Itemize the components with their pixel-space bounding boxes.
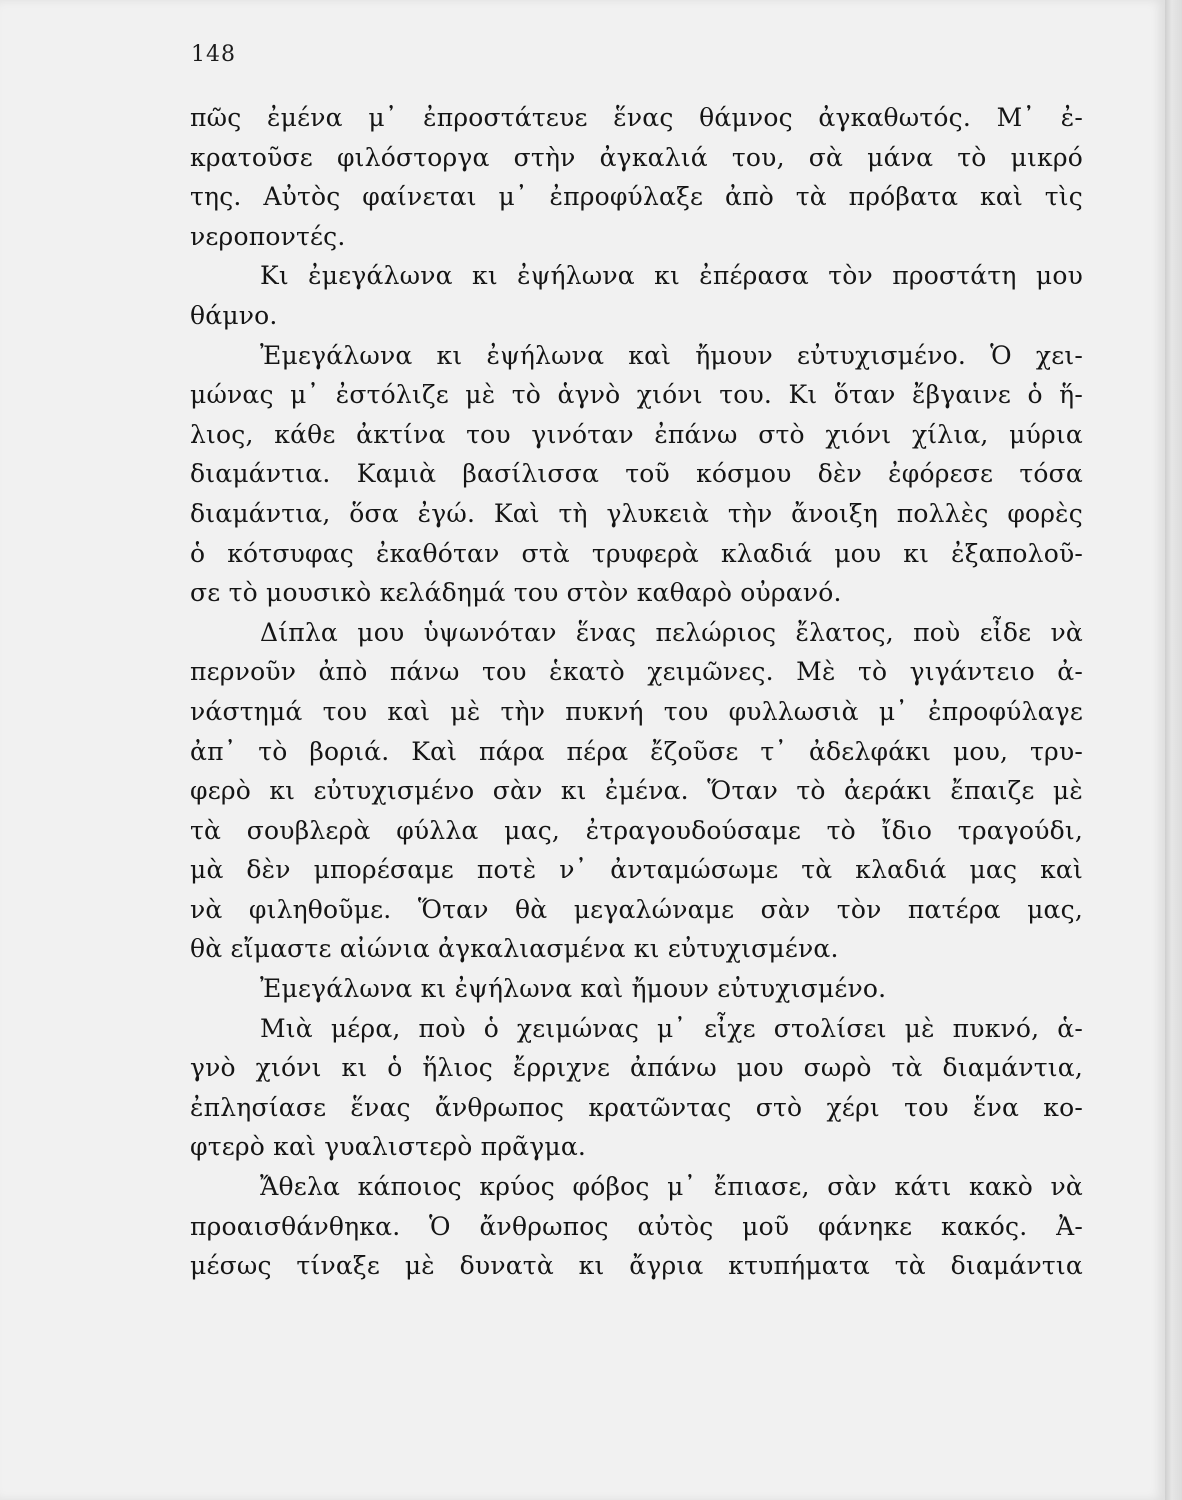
text-line: ἐπλησίασε ἕνας ἄνθρωπος κρατῶντας στὸ χέρι του ἕνα κο-: [190, 1092, 1083, 1122]
text-line: θὰ εἴμαστε αἰώνια ἀγκαλιασμένα κι εὐτυχισμένα.: [190, 934, 839, 964]
text-line: ἀπ᾽ τὸ βοριά. Καὶ πάρα πέρα ἔζοῦσε τ᾽ ἀδελφάκι μου, τρυ-: [190, 736, 1083, 766]
text-line: φερὸ κι εὐτυχισμένο σὰν κι ἐμένα. Ὅταν τὸ ἀεράκι ἔπαιζε μὲ: [190, 776, 1083, 806]
body-text: [190, 98, 1083, 1286]
text-line: μέσως τίναξε μὲ δυνατὰ κι ἄγρια κτυπήματα τὰ διαμάντια: [190, 1251, 1083, 1281]
text-line: μώνας μ᾽ ἐστόλιζε μὲ τὸ ἁγνὸ χιόνι του. Κι ὅταν ἔβγαινε ὁ ἥ-: [190, 380, 1083, 410]
text-line: νάστημά του καὶ μὲ τὴν πυκνή του φυλλωσιὰ μ᾽ ἐπροφύλαγε: [190, 696, 1083, 726]
text-line: νεροποντές.: [190, 221, 346, 251]
page-number: 148: [191, 42, 236, 67]
text-line: λιος, κάθε ἀκτίνα του γινόταν ἐπάνω στὸ χιόνι χίλια, μύρια: [190, 419, 1083, 449]
text-line: Ἄθελα κάποιος κρύος φόβος μ᾽ ἔπιασε, σὰν κάτι κακὸ νὰ: [260, 1172, 1083, 1202]
text-line: θάμνο.: [190, 300, 278, 330]
text-line: Δίπλα μου ὑψωνόταν ἕνας πελώριος ἔλατος, ποὺ εἶδε νὰ: [260, 617, 1083, 647]
text-line: πῶς ἐμένα μ᾽ ἐπροστάτευε ἕνας θάμνος ἀγκαθωτός. Μ᾽ ἐ-: [190, 103, 1083, 132]
text-line: Ἐμεγάλωνα κι ἐψήλωνα καὶ ἤμουν εὐτυχισμένο.: [260, 974, 887, 1004]
text-line: διαμάντια. Καμιὰ βασίλισσα τοῦ κόσμου δὲν ἐφόρεσε τόσα: [190, 459, 1083, 489]
text-line: μὰ δὲν μπορέσαμε ποτὲ ν᾽ ἀνταμώσωμε τὰ κλαδιά μας καὶ: [190, 855, 1083, 885]
page-edge: [1165, 0, 1182, 1500]
text-line: της. Αὐτὸς φαίνεται μ᾽ ἐπροφύλαξε ἀπὸ τὰ πρόβατα καὶ τὶς: [190, 182, 1083, 212]
text-line: Κι ἐμεγάλωνα κι ἐψήλωνα κι ἐπέρασα τὸν προστάτη μου: [260, 261, 1083, 291]
text-line: προαισθάνθηκα. Ὁ ἄνθρωπος αὐτὸς μοῦ φάνηκε κακός. Ἀ-: [190, 1211, 1083, 1241]
text-line: Ἐμεγάλωνα κι ἐψήλωνα καὶ ἤμουν εὐτυχισμένο. Ὁ χει-: [260, 340, 1083, 370]
text-line: γνὸ χιόνι κι ὁ ἥλιος ἔρριχνε ἀπάνω μου σωρὸ τὰ διαμάντια,: [190, 1053, 1083, 1083]
text-line: περνοῦν ἀπὸ πάνω του ἑκατὸ χειμῶνες. Μὲ τὸ γιγάντειο ἀ-: [190, 657, 1083, 687]
text-line: ὁ κότσυφας ἐκαθόταν στὰ τρυφερὰ κλαδιά μου κι ἐξαπολοῦ-: [190, 538, 1083, 568]
text-line: τὰ σουβλερὰ φύλλα μας, ἐτραγουδούσαμε τὸ ἴδιο τραγούδι,: [190, 815, 1083, 845]
text-line: κρατοῦσε φιλόστοργα στὴν ἀγκαλιά του, σὰ μάνα τὸ μικρό: [190, 142, 1083, 172]
text-line: σε τὸ μουσικὸ κελάδημά του στὸν καθαρὸ οὐρανό.: [190, 578, 842, 608]
text-line: φτερὸ καὶ γυαλιστερὸ πρᾶγμα.: [190, 1132, 587, 1162]
text-line: διαμάντια, ὅσα ἐγώ. Καὶ τὴ γλυκειὰ τὴν ἄνοιξη πολλὲς φορὲς: [190, 498, 1083, 528]
text-line: νὰ φιληθοῦμε. Ὅταν θὰ μεγαλώναμε σὰν τὸν πατέρα μας,: [190, 894, 1083, 924]
text-line: Μιὰ μέρα, ποὺ ὁ χειμώνας μ᾽ εἶχε στολίσει μὲ πυκνό, ἁ-: [260, 1013, 1083, 1043]
